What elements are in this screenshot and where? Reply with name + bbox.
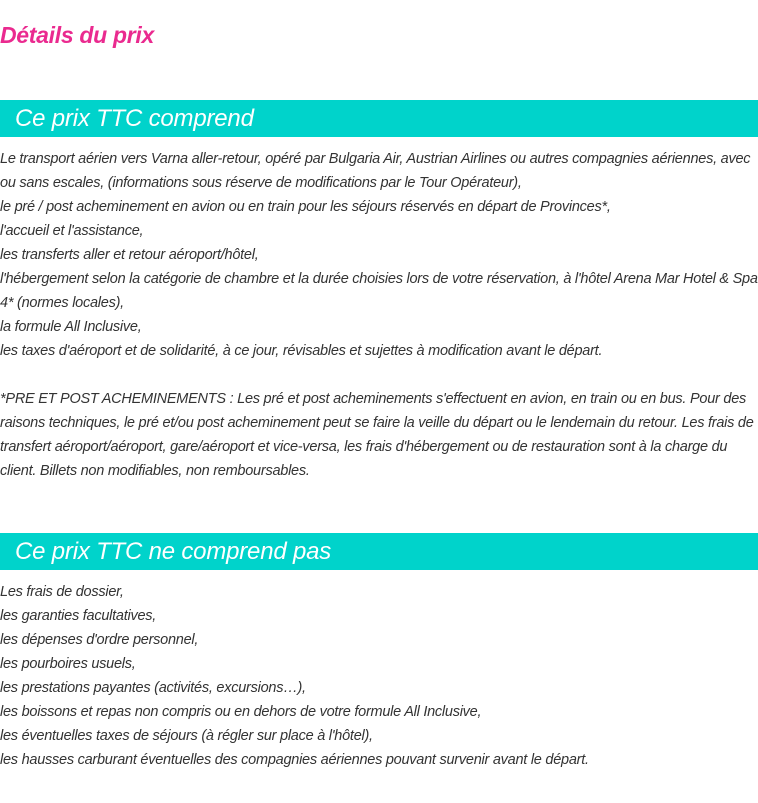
excluded-item: les boissons et repas non compris ou en dehors de votre formule All Inclusive, <box>0 704 482 720</box>
excluded-item: les éventuelles taxes de séjours (à régler sur place à l'hôtel), <box>0 728 373 744</box>
included-item: l'accueil et l'assistance, <box>0 223 144 239</box>
included-item: la formule All Inclusive, <box>0 319 142 335</box>
included-item: les transferts aller et retour aéroport/hôtel, <box>0 247 259 263</box>
acheminement-note: *PRE ET POST ACHEMINEMENTS : Les pré et post acheminements s'effectuent en avion, en train ou en bus. Pour des raisons techniques, le pré et/ou post acheminement peut se faire la veille du départ ou le lendemain du retour. Les frais de transfert aéroport/aéroport, gare/aéroport et vice-versa, les frais d'hébergement ou de restauration sont à la charge du client. Billets non modifiables, non remboursables. <box>0 391 754 479</box>
included-item: l'hébergement selon la catégorie de chambre et la durée choisies lors de votre réservation, à l'hôtel Arena Mar Hotel & Spa 4* (normes locales), <box>0 271 758 311</box>
excluded-item: les hausses carburant éventuelles des compagnies aériennes pouvant survenir avant le départ. <box>0 752 589 768</box>
excluded-section-heading: Ce prix TTC ne comprend pas <box>0 533 758 570</box>
included-list <box>0 147 758 363</box>
excluded-item: les pourboires usuels, <box>0 656 136 672</box>
included-section-heading: Ce prix TTC comprend <box>0 100 758 137</box>
included-item: le pré / post acheminement en avion ou en train pour les séjours réservés en départ de Provinces*, <box>0 199 611 215</box>
excluded-item: les garanties facultatives, <box>0 608 157 624</box>
excluded-list <box>0 580 758 772</box>
page-title: Détails du prix <box>0 22 154 48</box>
excluded-item: les prestations payantes (activités, excursions…), <box>0 680 306 696</box>
excluded-item: Les frais de dossier, <box>0 584 124 600</box>
excluded-item: les dépenses d'ordre personnel, <box>0 632 199 648</box>
included-item: les taxes d'aéroport et de solidarité, à ce jour, révisables et sujettes à modification avant le départ. <box>0 343 603 359</box>
included-item: Le transport aérien vers Varna aller-retour, opéré par Bulgaria Air, Austrian Airlines ou autres compagnies aériennes, avec ou sans escales, (informations sous réserve de modifications par le Tour Opérateur), <box>0 151 751 191</box>
